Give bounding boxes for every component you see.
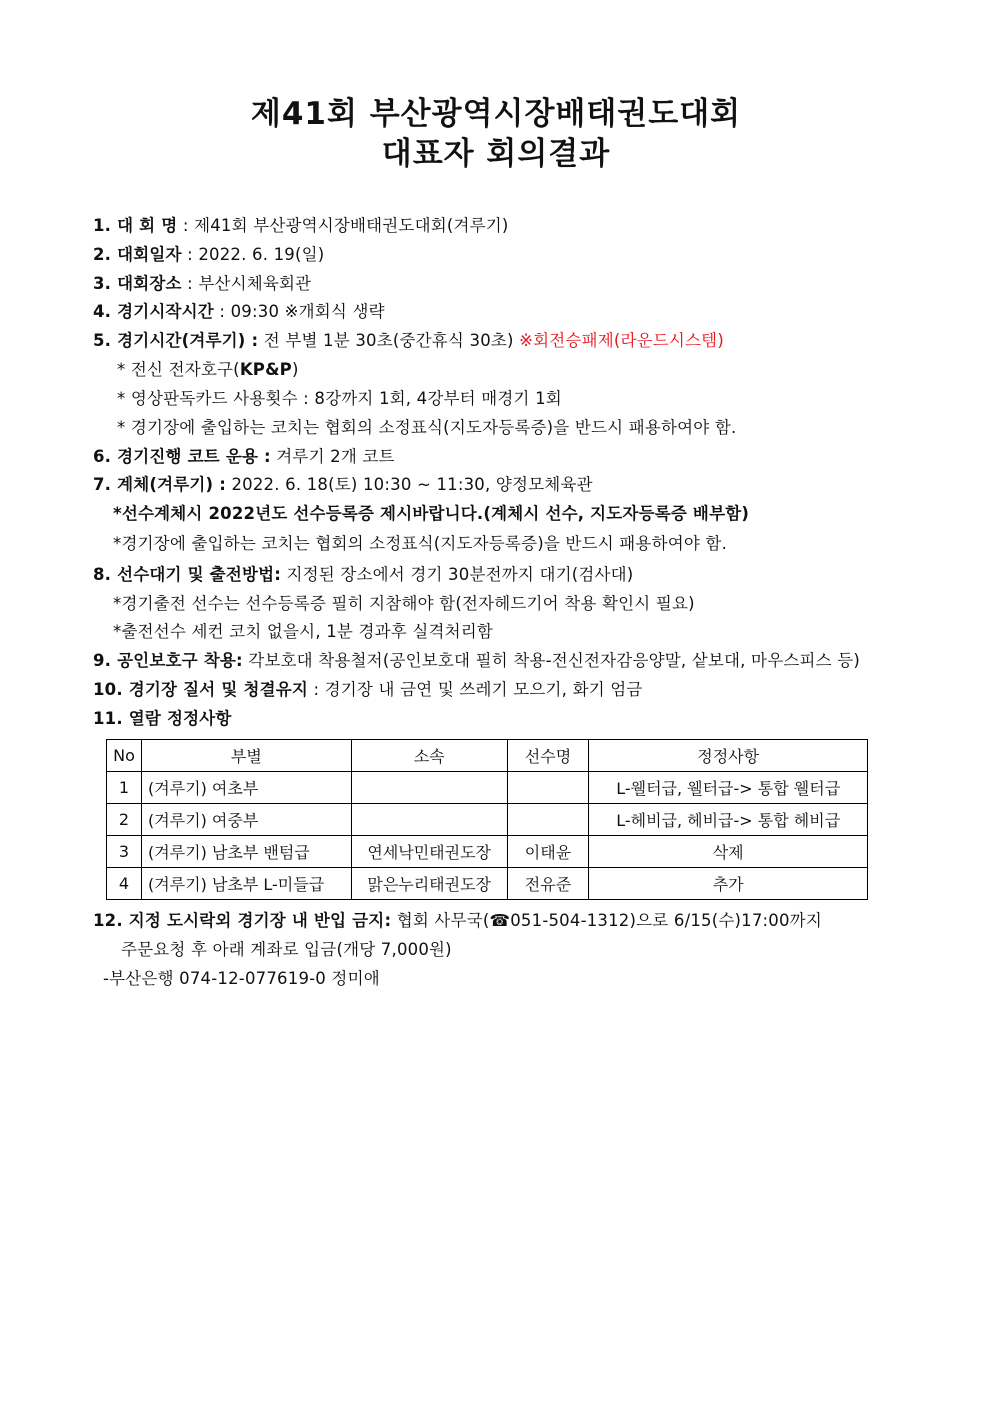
note-brand: KP&P bbox=[239, 360, 292, 379]
item-label: 3. 대회장소 bbox=[93, 274, 182, 293]
table-row bbox=[107, 836, 868, 868]
item-label: 9. 공인보호구 착용: bbox=[93, 651, 243, 670]
item-label: 8. 선수대기 및 출전방법: bbox=[93, 565, 282, 584]
item-event-date bbox=[93, 243, 324, 267]
cell-correction: L-웰터급, 웰터급-> 통합 웰터급 bbox=[589, 772, 868, 804]
item-text: 부산시체육회관 bbox=[198, 274, 312, 293]
note-text: * 전신 전자호구( bbox=[117, 360, 240, 379]
note-electronic-protector bbox=[117, 358, 299, 382]
item-weigh-in bbox=[93, 473, 593, 497]
item-text: 09:30 ※개회식 생략 bbox=[230, 302, 385, 321]
cell-division: (겨루기) 남초부 밴텀급 bbox=[141, 836, 351, 868]
item-text: 제41회 부산광역시장배태권도대회(겨루기) bbox=[194, 216, 509, 235]
column-header-division: 부별 bbox=[141, 740, 351, 772]
item-label: 12. 지정 도시락외 경기장 내 반입 금지: bbox=[93, 911, 392, 930]
item-separator: : bbox=[181, 245, 199, 264]
note-video-replay: * 영상판독카드 사용횟수 : 8강까지 1회, 4강부터 매경기 1회 bbox=[117, 389, 562, 408]
document-subtitle: 대표자 회의결과 bbox=[381, 136, 611, 172]
cell-division: (겨루기) 남초부 L-미들급 bbox=[141, 868, 351, 900]
item-text: 지정된 장소에서 경기 30분전까지 대기(검사대) bbox=[281, 565, 634, 584]
table-row bbox=[107, 772, 868, 804]
item-event-name bbox=[93, 214, 509, 238]
note-weigh-in-card: *선수계체시 2022년도 선수등록증 제시바랍니다.(계체시 선수, 지도자등록증 배부함) bbox=[113, 504, 750, 523]
item-highlight-note: ※회전승패제(라운드시스템) bbox=[519, 331, 724, 350]
item-order-cleanliness bbox=[93, 678, 643, 702]
item-separator: : bbox=[181, 274, 199, 293]
item-text: 2022. 6. 19(일) bbox=[198, 245, 325, 264]
cell-player: 이태윤 bbox=[507, 836, 589, 868]
table-header-row bbox=[107, 740, 868, 772]
cell-affiliation: 연세낙민태권도장 bbox=[351, 836, 507, 868]
cell-affiliation: 맑은누리태권도장 bbox=[351, 868, 507, 900]
note-coach-badge-2: *경기장에 출입하는 코치는 협회의 소정표식(지도자등록증)을 반드시 패용하여야 함. bbox=[113, 534, 728, 553]
item-text: 협회 사무국(☎051-504-1312)으로 6/15(수)17:00까지 bbox=[391, 911, 822, 930]
cell-correction: 추가 bbox=[589, 868, 868, 900]
cell-affiliation bbox=[351, 804, 507, 836]
item-venue bbox=[93, 272, 311, 296]
note-player-card: *경기출전 선수는 선수등록증 필히 지참해야 함(전자헤드기어 착용 확인시 필요) bbox=[113, 594, 695, 613]
item-separator: : bbox=[213, 302, 231, 321]
cell-affiliation bbox=[351, 772, 507, 804]
cell-correction: L-헤비급, 헤비급-> 통합 헤비급 bbox=[589, 804, 868, 836]
cell-no: 4 bbox=[107, 868, 142, 900]
column-header-affiliation: 소속 bbox=[351, 740, 507, 772]
item-start-time bbox=[93, 300, 385, 324]
cell-player: 전유준 bbox=[507, 868, 589, 900]
note-coach-badge: * 경기장에 출입하는 코치는 협회의 소정표식(지도자등록증)을 반드시 패용하여야 함. bbox=[117, 418, 737, 437]
item-court-operation bbox=[93, 445, 395, 469]
column-header-player: 선수명 bbox=[507, 740, 589, 772]
item-protective-gear bbox=[93, 649, 860, 673]
cell-player bbox=[507, 772, 589, 804]
table-row bbox=[107, 804, 868, 836]
item-text: 2022. 6. 18(토) 10:30 ~ 11:30, 양정모체육관 bbox=[226, 475, 593, 494]
item-label: 7. 계체(겨루기) : bbox=[93, 475, 227, 494]
item-match-time bbox=[93, 329, 724, 353]
item-label: 4. 경기시작시간 bbox=[93, 302, 214, 321]
item-text: 전 부별 1분 30초(중간휴식 30초) bbox=[258, 331, 520, 350]
column-header-no: No bbox=[107, 740, 142, 772]
item-food-restriction bbox=[93, 909, 822, 933]
note-second-coach: *출전선수 세컨 코치 없을시, 1분 경과후 실격처리함 bbox=[113, 622, 494, 641]
item-corrections-heading: 11. 열람 정정사항 bbox=[93, 709, 232, 728]
item-label: 2. 대회일자 bbox=[93, 245, 182, 264]
cell-no: 2 bbox=[107, 804, 142, 836]
note-order-request: 주문요청 후 아래 계좌로 입금(개당 7,000원) bbox=[121, 940, 452, 959]
item-waiting-method bbox=[93, 563, 633, 587]
column-header-correction: 정정사항 bbox=[589, 740, 868, 772]
corrections-table bbox=[106, 739, 868, 900]
item-text: 겨루기 2개 코트 bbox=[270, 447, 395, 466]
item-text: : 경기장 내 금연 및 쓰레기 모으기, 화기 엄금 bbox=[308, 680, 643, 699]
document-title: 제41회 부산광역시장배태권도대회 bbox=[250, 96, 742, 132]
item-label: 10. 경기장 질서 및 청결유지 bbox=[93, 680, 308, 699]
cell-player bbox=[507, 804, 589, 836]
item-separator: : bbox=[177, 216, 195, 235]
cell-division: (겨루기) 여중부 bbox=[141, 804, 351, 836]
cell-division: (겨루기) 여초부 bbox=[141, 772, 351, 804]
cell-correction: 삭제 bbox=[589, 836, 868, 868]
item-label: 1. 대 회 명 bbox=[93, 216, 178, 235]
table-row bbox=[107, 868, 868, 900]
cell-no: 3 bbox=[107, 836, 142, 868]
item-text: 각보호대 착용철저(공인보호대 필히 착용-전신전자감응양말, 샅보대, 마우스피스 등) bbox=[242, 651, 860, 670]
note-text: ) bbox=[291, 360, 299, 379]
cell-no: 1 bbox=[107, 772, 142, 804]
item-label: 5. 경기시간(겨루기) : bbox=[93, 331, 259, 350]
item-label: 6. 경기진행 코트 운용 : bbox=[93, 447, 271, 466]
note-bank-account: -부산은행 074-12-077619-0 정미애 bbox=[103, 969, 380, 988]
